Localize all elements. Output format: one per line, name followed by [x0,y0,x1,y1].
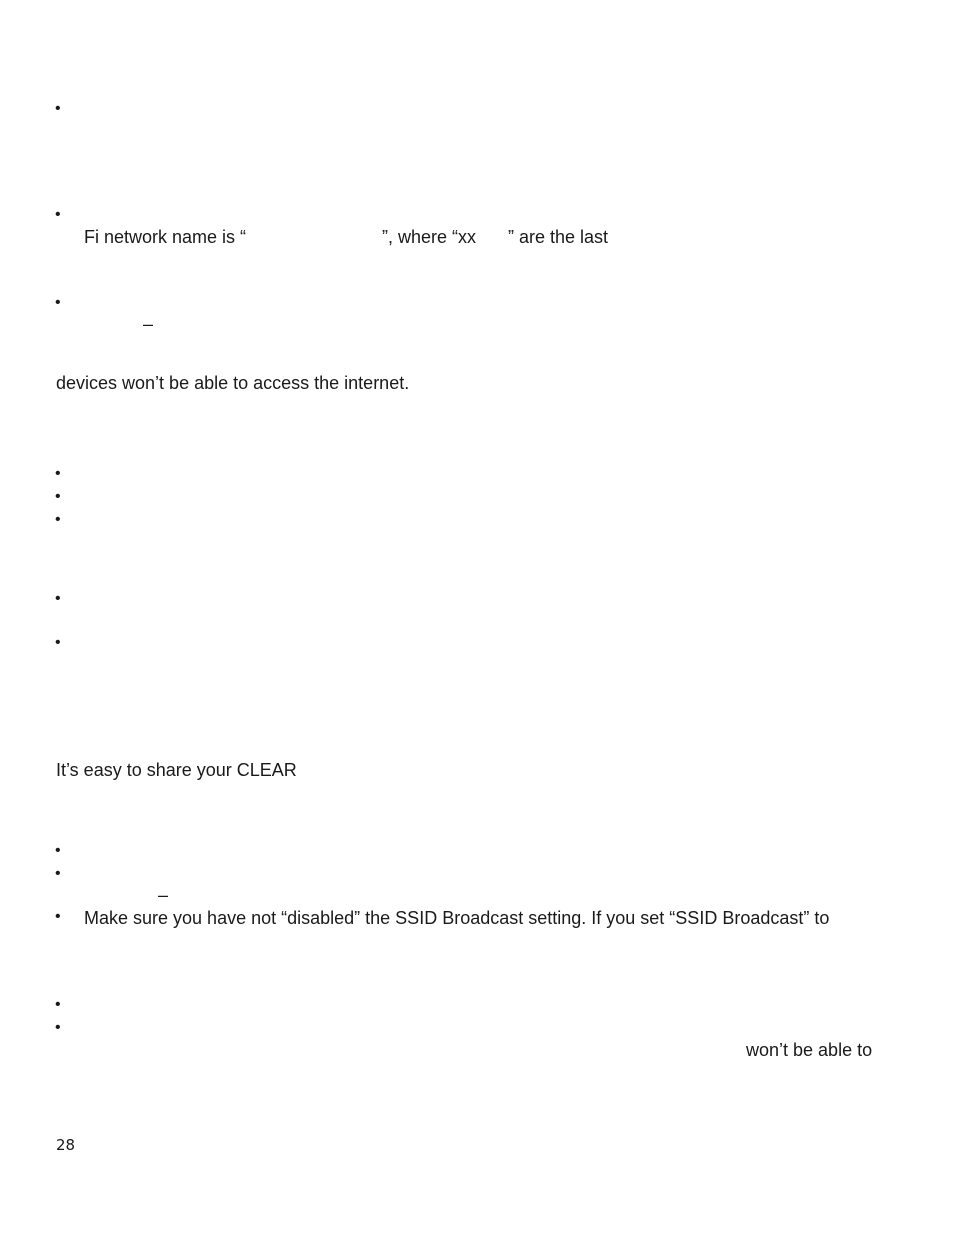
bullet-10: • [55,865,61,882]
bullet-13: • [55,1019,61,1036]
bullet-9: • [55,842,61,859]
text-wont-be-able: won’t be able to [746,1040,873,1060]
bullet-7: • [55,590,61,607]
text-where-xx: ”, where “xx [382,227,477,247]
bullet-6: • [55,511,61,528]
bullet-8: • [55,634,61,651]
bullet-12: • [55,996,61,1013]
bullet-2: • [55,206,61,223]
bullet-5: • [55,488,61,505]
text-dash-1: – [143,314,154,334]
text-dash-2: – [158,885,169,905]
bullet-1: • [55,100,61,117]
text-ssid-broadcast: Make sure you have not “disabled” the SSID Broadcast setting. If you set “SSID Broadcast” to [84,908,830,928]
bullet-4: • [55,465,61,482]
text-easy-to-share: It’s easy to share your CLEAR [56,760,297,780]
page-number: 28 [56,1136,76,1154]
text-are-the-last: ” are the last [508,227,609,247]
bullet-11: • [55,908,61,925]
text-devices-wont: devices won’t be able to access the internet. [56,373,410,393]
text-fi-network-name: Fi network name is “ [84,227,247,247]
bullet-3: • [55,294,61,311]
